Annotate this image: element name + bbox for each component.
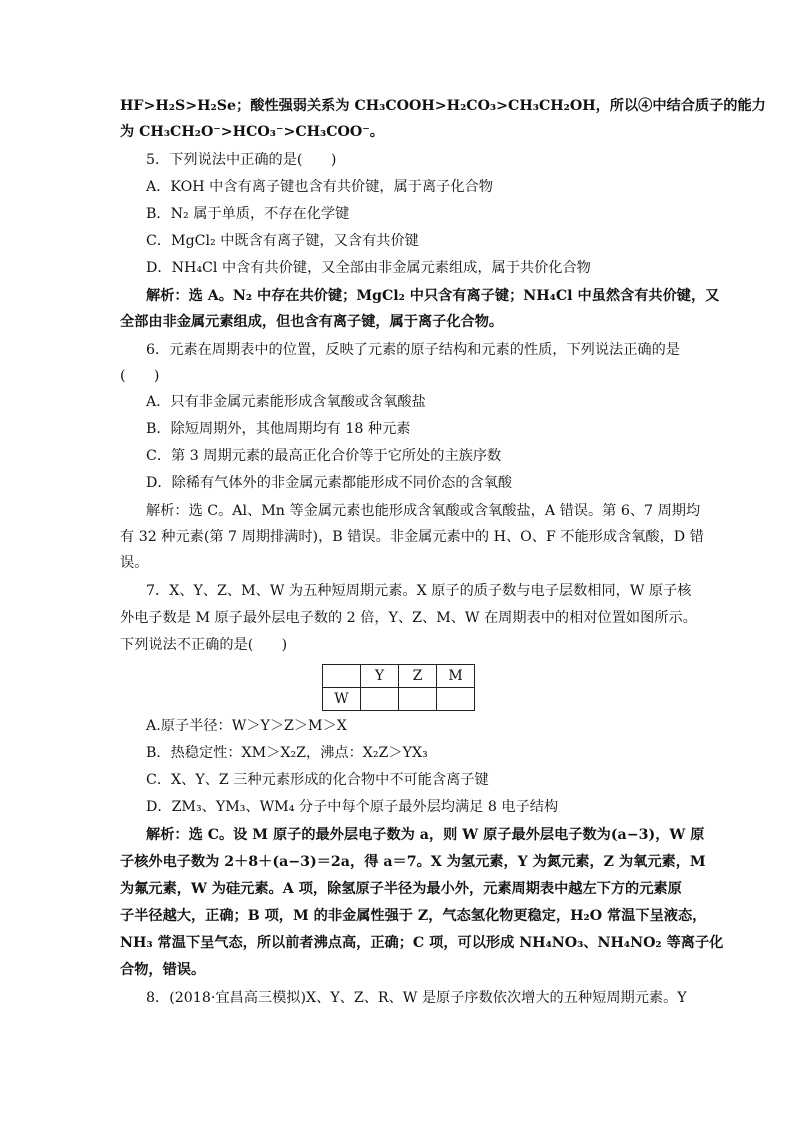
question-6-paren: ( ) — [120, 368, 160, 384]
table-cell: M — [437, 665, 475, 688]
table-cell — [323, 665, 361, 688]
question-5: 5．下列说法中正确的是( ) — [146, 152, 337, 168]
option-b: B．热稳定性：XM＞X₂Z，沸点：X₂Z＞YX₃ — [146, 745, 428, 761]
table-cell: Y — [361, 665, 399, 688]
option-c: C．X、Y、Z 三种元素形成的化合物中不可能含离子键 — [146, 772, 489, 788]
option-b: B．N₂ 属于单质，不存在化学键 — [146, 206, 350, 222]
answer-explanation: 误。 — [120, 555, 149, 571]
table-cell — [437, 688, 475, 711]
table-row — [323, 665, 475, 688]
answer-explanation: 有 32 种元素(第 7 周期排满时)，B 错误。非金属元素中的 H、O、F 不能形成含氧酸，D 错 — [120, 529, 704, 545]
answer-explanation: 子半径越大，正确；B 项，M 的非金属性强于 Z，气态氢化物更稳定，H₂O 常温下呈液态， — [120, 908, 707, 924]
table-cell: Z — [399, 665, 437, 688]
answer-explanation: 解析：选 C。设 M 原子的最外层电子数为 a，则 W 原子最外层电子数为(a−3)，W 原 — [146, 827, 705, 843]
text-line: HF>H₂S>H₂Se；酸性强弱关系为 CH₃COOH>H₂CO₃>CH₃CH₂OH，所以④中结合质子的能力 — [120, 98, 766, 114]
option-a: A．只有非金属元素能形成含氧酸或含氧酸盐 — [146, 394, 426, 410]
table-row — [323, 688, 475, 711]
option-a: A.原子半径：W＞Y＞Z＞M＞X — [146, 718, 347, 734]
question-8: 8．(2018·宜昌高三模拟)X、Y、Z、R、W 是原子序数依次增大的五种短周期元素。Y — [146, 990, 687, 1006]
option-d: D．ZM₃、YM₃、WM₄ 分子中每个原子最外层均满足 8 电子结构 — [146, 799, 559, 815]
option-d: D．NH₄Cl 中含有共价键，又全部由非金属元素组成，属于共价化合物 — [146, 260, 591, 276]
question-6: 6．元素在周期表中的位置，反映了元素的原子结构和元素的性质，下列说法正确的是 — [146, 342, 680, 358]
question-7: 下列说法不正确的是( ) — [120, 637, 288, 653]
option-c: C．第 3 周期元素的最高正化合价等于它所处的主族序数 — [146, 448, 502, 464]
answer-explanation: 解析：选 A。N₂ 中存在共价键；MgCl₂ 中只含有离子键；NH₄Cl 中虽然含有共价键，又 — [146, 288, 720, 304]
answer-explanation: NH₃ 常温下呈气态，所以前者沸点高，正确；C 项，可以形成 NH₄NO₃、NH₄NO₂ 等离子化 — [120, 935, 724, 951]
option-d: D．除稀有气体外的非金属元素都能形成不同价态的含氧酸 — [146, 475, 513, 491]
text-line: 为 CH₃CH₂O⁻>HCO₃⁻>CH₃COO⁻。 — [120, 124, 384, 140]
answer-explanation: 解析：选 C。Al、Mn 等金属元素也能形成含氧酸或含氧酸盐，A 错误。第 6、7 周期均 — [146, 503, 701, 519]
question-7: 外电子数是 M 原子最外层电子数的 2 倍，Y、Z、M、W 在周期表中的相对位置如图所示。 — [120, 610, 697, 626]
periodic-position-table — [322, 664, 475, 711]
answer-explanation: 子核外电子数为 2＋8＋(a−3)＝2a，得 a＝7。X 为氢元素，Y 为氮元素，Z 为氧元素，M — [120, 854, 706, 870]
answer-explanation: 全部由非金属元素组成，但也含有离子键，属于离子化合物。 — [120, 314, 504, 330]
table-cell — [361, 688, 399, 711]
table-cell: W — [323, 688, 361, 711]
answer-explanation: 合物，错误。 — [120, 962, 206, 978]
answer-explanation: 为氟元素，W 为硅元素。A 项，除氢原子半径为最小外，元素周期表中越左下方的元素原 — [120, 881, 682, 897]
option-a: A．KOH 中含有离子键也含有共价键，属于离子化合物 — [146, 179, 493, 195]
table-cell — [399, 688, 437, 711]
option-b: B．除短周期外，其他周期均有 18 种元素 — [146, 421, 411, 437]
option-c: C．MgCl₂ 中既含有离子键，又含有共价键 — [146, 233, 419, 249]
question-7: 7．X、Y、Z、M、W 为五种短周期元素。X 原子的质子数与电子层数相同，W 原子核 — [146, 583, 692, 599]
